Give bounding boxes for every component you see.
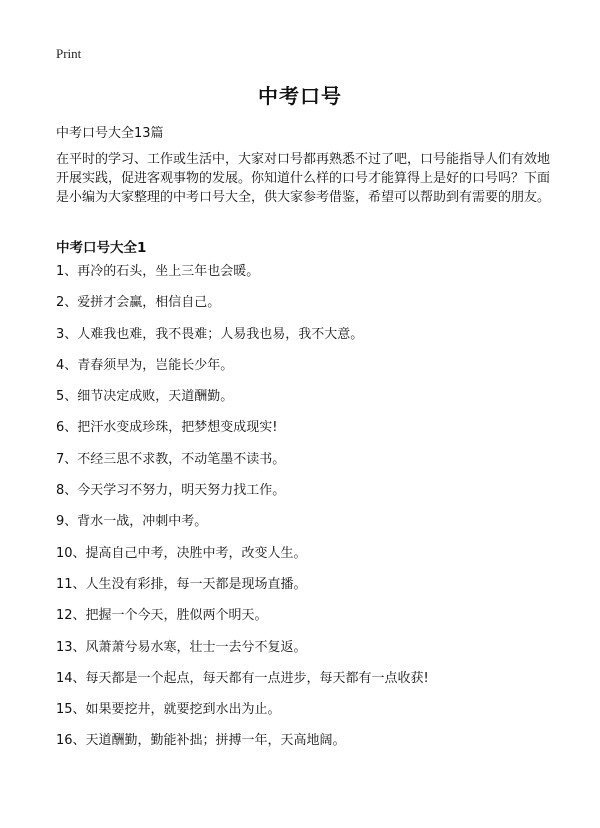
list-item: 14、每天都是一个起点，每天都有一点进步，每天都有一点收获! bbox=[56, 670, 429, 686]
list-item: 16、天道酬勤，勤能补拙；拼搏一年，天高地阔。 bbox=[56, 733, 346, 749]
page-title: 中考口号 bbox=[258, 84, 342, 108]
list-item: 13、风萧萧兮易水寒，壮士一去兮不复返。 bbox=[56, 639, 307, 655]
list-item: 9、背水一战，冲刺中考。 bbox=[56, 514, 208, 530]
document-subtitle: 中考口号大全13篇 bbox=[56, 126, 164, 141]
list-item: 3、人难我也难，我不畏难；人易我也易，我不大意。 bbox=[56, 326, 364, 342]
list-item: 1、再冷的石头，坐上三年也会暖。 bbox=[56, 264, 260, 279]
list-item: 8、今天学习不努力，明天努力找工作。 bbox=[56, 483, 286, 499]
list-item: 2、爱拼才会赢，相信自己。 bbox=[56, 295, 221, 311]
list-item: 5、细节决定成败，天道酬勤。 bbox=[56, 389, 234, 405]
slogan-list bbox=[56, 262, 556, 763]
list-item: 7、不经三思不求教，不动笔墨不读书。 bbox=[56, 451, 286, 467]
list-item: 6、把汗水变成珍珠，把梦想变成现实! bbox=[56, 420, 278, 436]
list-item: 12、把握一个今天，胜似两个明天。 bbox=[56, 608, 268, 624]
print-link[interactable]: Print bbox=[56, 46, 82, 61]
list-item: 10、提高自己中考，决胜中考，改变人生。 bbox=[56, 545, 307, 561]
intro-paragraph: 在平时的学习、工作或生活中，大家对口号都再熟悉不过了吧，口号能指导人们有效地开展实践，促进客观事物的发展。你知道什么样的口号才能算得上是好的口号吗？下面是小编为大家整理的中考口号大全，供大家参考借鉴，希望可以帮助到有需要的朋友。 bbox=[56, 152, 551, 205]
list-item: 4、青春须早为，岂能长少年。 bbox=[56, 357, 234, 373]
list-item: 11、人生没有彩排，每一天都是现场直播。 bbox=[56, 576, 307, 592]
section-heading: 中考口号大全1 bbox=[56, 240, 147, 256]
list-item: 15、如果要挖井，就要挖到水出为止。 bbox=[56, 702, 281, 718]
